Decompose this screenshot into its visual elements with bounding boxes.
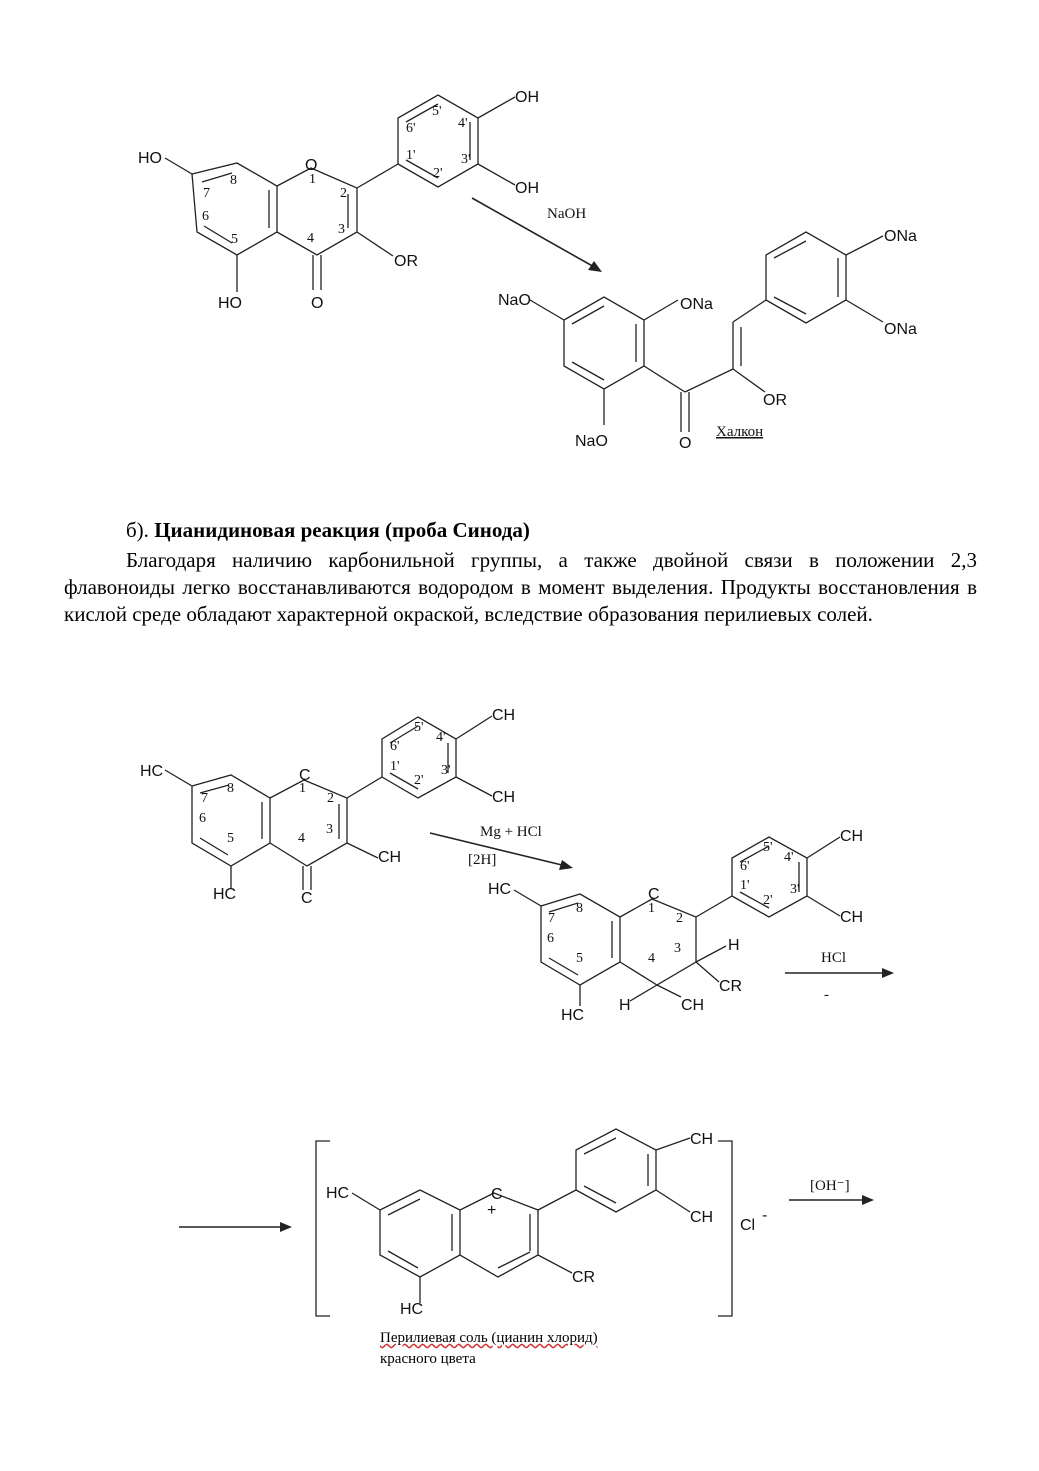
num3-4p: 4' [784,850,794,865]
naoh-arrow [472,198,602,272]
label-o-ring: O [305,157,318,174]
num2-7: 7 [201,791,208,806]
label-ch-3p: CH [492,789,516,806]
num3-3p: 3' [790,882,800,897]
label-or-chalcone: OR [763,392,787,409]
num3-7: 7 [548,911,555,926]
label-ona-3p: ONa [884,321,917,338]
counterion-cl: Cl [740,1217,756,1234]
quercetin-structure [138,89,539,312]
num3-1p: 1' [740,878,750,893]
label-nao-left: NaO [498,292,531,309]
num-8: 8 [230,173,237,188]
num2-5: 5 [227,831,234,846]
label-ho-7: HO [138,150,162,167]
num3-5: 5 [576,951,583,966]
num-1: 1 [309,172,316,187]
num-5: 5 [231,232,238,247]
label-hc-5-salt: HC [400,1301,424,1318]
label-hc-5-red: HC [561,1007,585,1024]
num2-2p: 2' [414,773,424,788]
label-oh-4p: OH [515,89,539,106]
num-2: 2 [340,186,347,201]
num2-1p: 1' [390,759,400,774]
num3-6: 6 [547,931,554,946]
label-hc-7: HC [140,763,164,780]
reagent-mg-hcl: Mg + HCl [480,824,542,840]
label-cr-salt: CR [572,1269,596,1286]
num2-5p: 5' [414,720,424,735]
label-o-keto: O [311,295,324,312]
label-hc-5: HC [213,886,237,903]
label-ch-4p-red: CH [840,828,864,845]
num3-1: 1 [648,901,655,916]
chalcone-structure [498,228,917,452]
num-5p: 5' [432,104,442,119]
label-c-keto: C [301,890,313,907]
section-prefix: б). [126,518,149,542]
reduced-structure [488,828,863,1024]
label-oh-3p: OH [515,180,539,197]
label-ona-top: ONa [680,296,713,313]
label-c-ring-salt: C [491,1186,503,1203]
num-2p: 2' [433,166,443,181]
reagent-oh: [OH⁻] [810,1178,850,1194]
num-4: 4 [307,231,314,246]
label-plus: + [487,1202,497,1219]
section-title: Цианидиновая реакция (проба Синода) [154,518,530,542]
num2-1: 1 [299,781,306,796]
label-o-keto-chalcone: O [679,435,692,452]
flavonol-structure [140,707,515,907]
label-ch-4p: CH [492,707,516,724]
caption-line-2: красного цвета [380,1351,476,1367]
num2-4: 4 [298,831,305,846]
reagent-naoh: NaOH [547,206,587,222]
label-hc-7-red: HC [488,881,512,898]
num-1p: 1' [406,148,416,163]
label-ch-4p-salt: CH [690,1131,714,1148]
section-heading [126,518,530,543]
label-nao-bottom: NaO [575,433,608,450]
num2-8: 8 [227,781,234,796]
num-6: 6 [202,209,209,224]
label-or: OR [394,253,418,270]
num2-3: 3 [326,822,333,837]
label-ch-3: CH [378,849,402,866]
num3-4: 4 [648,951,655,966]
num2-3p: 3' [441,763,451,778]
caption-line-1: Перилиевая соль (цианин хлорид) [380,1330,598,1346]
label-hc-7-salt: HC [326,1185,350,1202]
reagent-2h: [2H] [468,852,497,868]
label-h-3: H [728,937,740,954]
num2-2: 2 [327,791,334,806]
label-h-4: H [619,997,631,1014]
label-ona-4p: ONa [884,228,917,245]
num-4p: 4' [458,116,468,131]
label-c-ring: C [299,767,311,784]
num-6p: 6' [406,121,416,136]
reagent-hcl: HCl [821,950,847,966]
label-cr-3: CR [719,978,743,995]
num3-2p: 2' [763,893,773,908]
num2-6p: 6' [390,739,400,754]
label-c-ring-red: C [648,886,660,903]
counterion-charge: - [762,1207,768,1224]
num3-5p: 5' [763,840,773,855]
num-3: 3 [338,222,345,237]
hcl-arrow [785,950,894,1003]
num3-6p: 6' [740,859,750,874]
label-ch-4: CH [681,997,705,1014]
arrow-to-salt [179,1222,292,1232]
perylium-salt-structure [326,1129,767,1318]
salt-brackets [316,1141,732,1316]
label-ch-3p-red: CH [840,909,864,926]
num-3p: 3' [461,152,471,167]
num2-6: 6 [199,811,206,826]
num2-4p: 4' [436,730,446,745]
num-7: 7 [203,186,210,201]
section-paragraph: Благодаря наличию карбонильной группы, а также двойной связи в положении 2,3 флавоноиды легко восстанавливаются водородом в момент выделения. Продукты восстановления в кислой среде обладают характерной окраской, вследствие образования перилиевых солей. [64,548,977,626]
mg-hcl-arrow [430,824,573,870]
num3-2: 2 [676,911,683,926]
label-ch-3p-salt: CH [690,1209,714,1226]
product-name-chalcone: Халкон [716,424,764,440]
num3-3: 3 [674,941,681,956]
label-ho-5: HO [218,295,242,312]
reagent-hcl-sub: - [824,987,829,1003]
num3-8: 8 [576,901,583,916]
oh-arrow [789,1178,874,1205]
